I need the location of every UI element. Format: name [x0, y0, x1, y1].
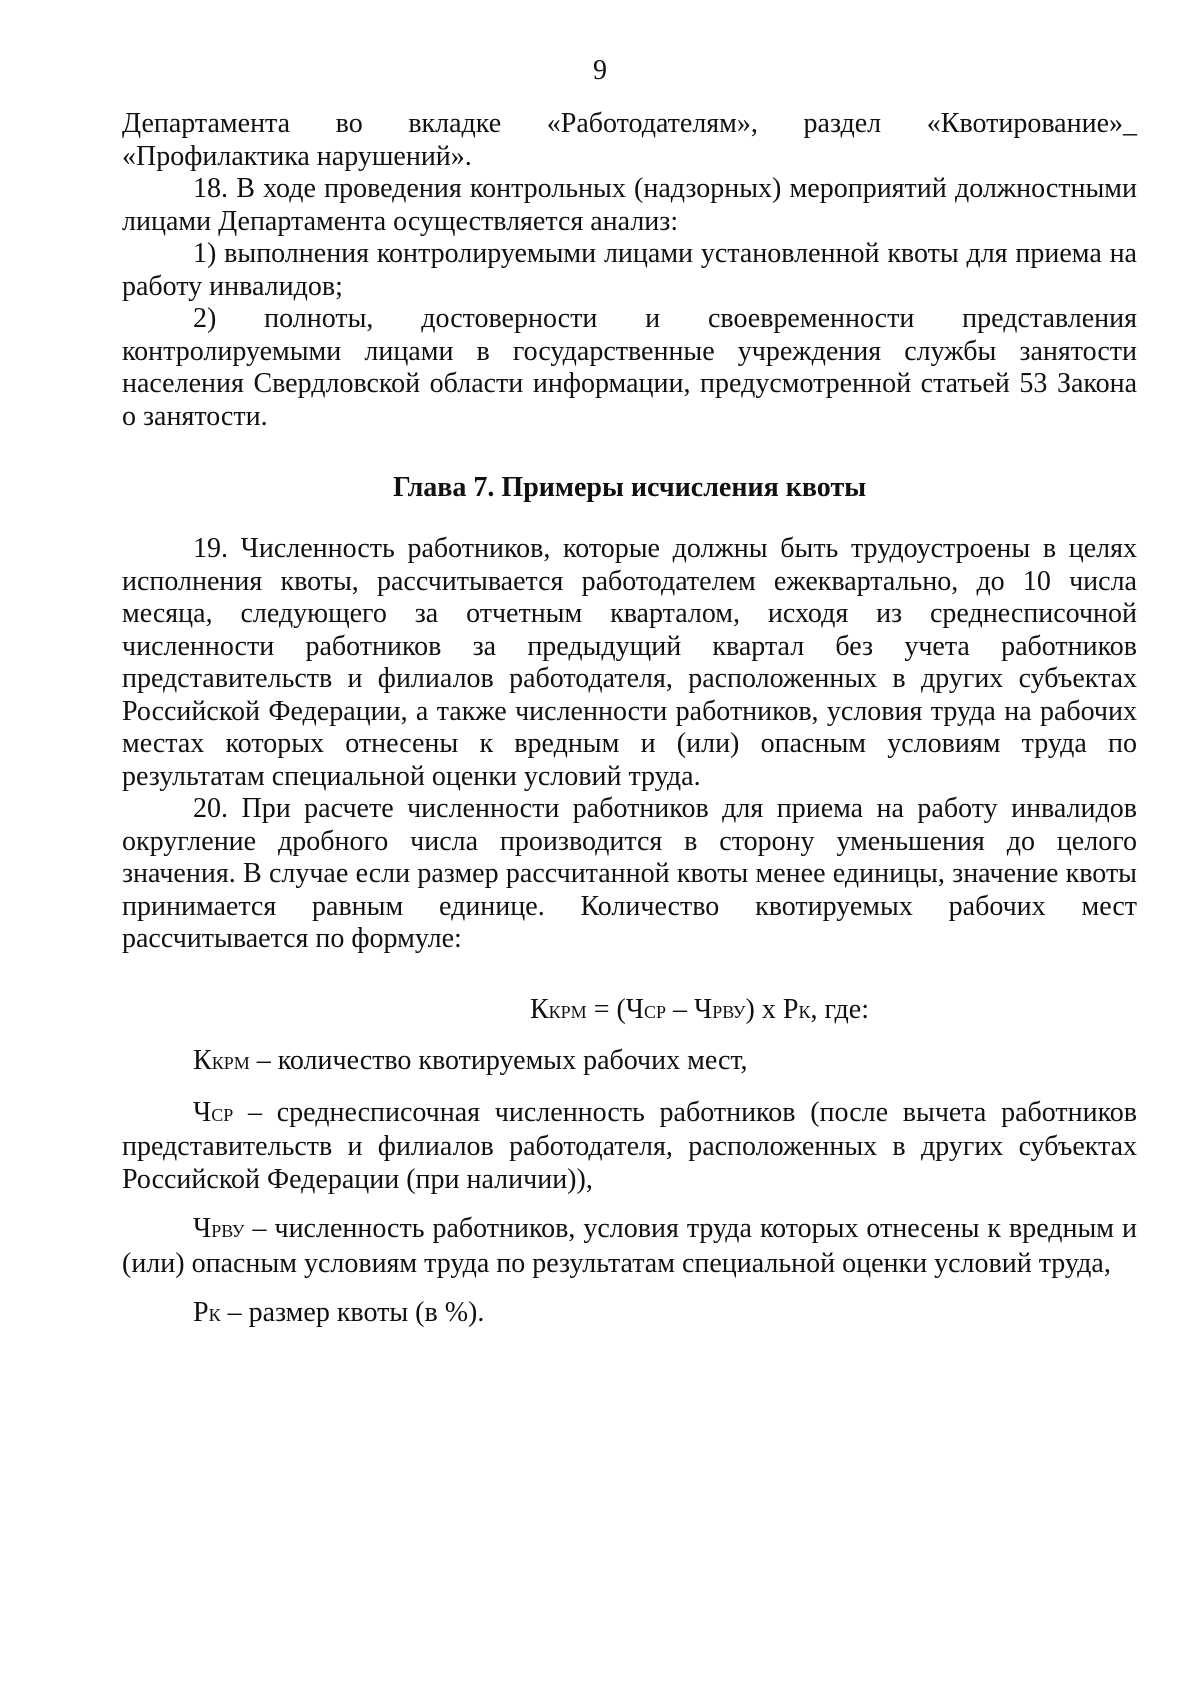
definition-text: – среднесписочная численность работников (после вычета работников представительств и филиалов работодателя, расположенных в других субъектах Российской Федерации (при наличии)), — [122, 1096, 1137, 1195]
definition-subscript: КРМ — [211, 1053, 250, 1073]
definition-chsr — [122, 1097, 1137, 1197]
definition-text: – размер квоты (в %). — [220, 1297, 485, 1328]
quota-formula — [262, 994, 1137, 1029]
definition-chrvu — [122, 1213, 1137, 1280]
definition-subscript: СР — [211, 1104, 234, 1125]
paragraph-20: 20. При расчете численности работников для приема на работу инвалидов округление дробного числа производится в сторону уменьшения до целого значения. В случае если размер рассчитанной квоты менее единицы, значение квоты принимается равным единице. Количество квотируемых рабочих мест рассчитывается по формуле: — [122, 793, 1137, 954]
definition-text: – количество квотируемых рабочих мест, — [249, 1045, 748, 1076]
definition-subscript: РВУ — [211, 1221, 245, 1241]
definition-rk — [122, 1297, 1137, 1332]
formula-chr-sub: РВУ — [712, 1001, 746, 1022]
document-body — [122, 108, 1137, 1332]
chapter-heading: Глава 7. Примеры исчисления квоты — [392, 472, 867, 503]
definition-symbol: К — [193, 1045, 212, 1076]
formula-eq-open: = (Ч — [586, 993, 644, 1025]
definition-subscript: К — [208, 1305, 221, 1325]
formula-times: ) х Р — [745, 993, 799, 1025]
formula-p-sub: К — [798, 1001, 811, 1022]
definition-symbol: Ч — [193, 1213, 212, 1244]
formula-minus: – Ч — [666, 993, 713, 1025]
paragraph-19: 19. Численность работников, которые должны быть трудоустроены в целях исполнения квоты, рассчитывается работодателем ежеквартально, до 10 числа месяца, следующего за отчетным кварталом, исходя из среднесписочной численности работников за предыдущий квартал без учета работников представительств и филиалов работодателя, расположенных в других субъектах Российской Федерации, а также численности работников, условия труда на рабочих местах которых отнесены к вредным и (или) опасным условиям труда по результатам специальной оценки условий труда. — [122, 533, 1137, 792]
formula-tail: , где: — [810, 993, 870, 1025]
definition-kkrm — [122, 1045, 1137, 1080]
formula-k: К — [529, 993, 549, 1025]
page-number: 9 — [593, 55, 607, 86]
paragraph-continuation: Департамента во вкладке «Работодателям», раздел «Квотирование»_ «Профилактика нарушений». — [122, 108, 1137, 172]
definition-text: – численность работников, условия труда которых отнесены к вредным и (или) опасным условиям труда по результатам специальной оценки условий труда, — [122, 1213, 1137, 1279]
paragraph-18-item-2: 2) полноты, достоверности и своевременности представления контролируемыми лицами в государственные учреждения службы занятости населения Свердловской области информации, предусмотренной статьей 53 Закона о занятости. — [122, 303, 1137, 432]
paragraph-18: 18. В ходе проведения контрольных (надзорных) мероприятий должностными лицами Департамента осуществляется анализ: — [122, 173, 1137, 237]
definition-symbol: Р — [193, 1297, 209, 1328]
formula-ch-sub: СР — [644, 1001, 667, 1022]
paragraph-18-item-1: 1) выполнения контролируемыми лицами установленной квоты для приема на работу инвалидов; — [122, 238, 1137, 302]
formula-k-sub: КРМ — [548, 1001, 587, 1022]
definition-symbol: Ч — [193, 1096, 212, 1128]
